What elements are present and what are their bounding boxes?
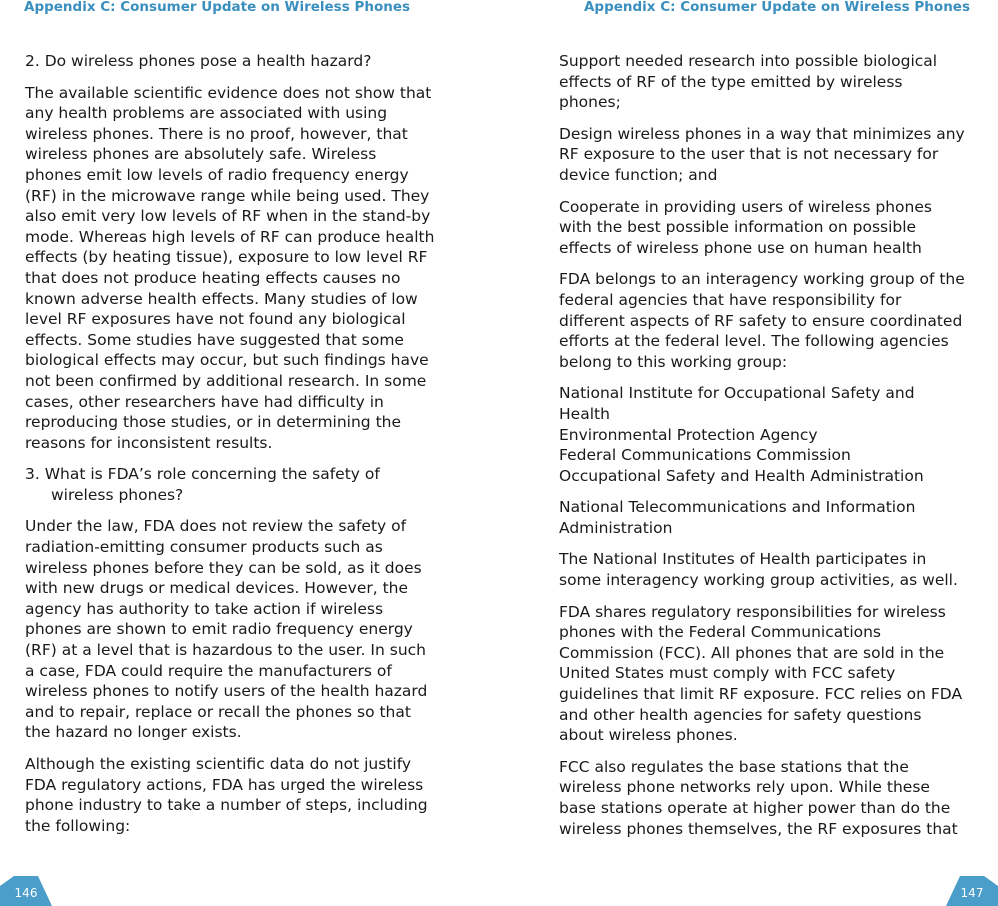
interagency-paragraph: FDA belongs to an interagency working group of the federal agencies that have responsibility for different aspects of RF safety to ensure coordinated efforts at the federal level. The following agencies belong to this working group: — [559, 270, 965, 371]
right-page — [499, 0, 998, 906]
question-2: 2. Do wireless phones pose a health hazard? — [25, 52, 372, 70]
page-number-tab-left — [0, 876, 52, 906]
page-number: 147 — [960, 886, 984, 900]
nih-paragraph: The National Institutes of Health participates in some interagency working group activities, as well. — [559, 550, 958, 590]
ntia-item: National Telecommunications and Information Administration — [559, 498, 916, 537]
step-design-phones: Design wireless phones in a way that minimizes any RF exposure to the user that is not necessary for device function; and — [559, 124, 965, 184]
agency-item: Occupational Safety and Health Administration — [559, 466, 924, 485]
agency-item: Environmental Protection Agency — [559, 425, 818, 444]
left-column — [25, 51, 435, 847]
question-3: 3. What is FDA’s role concerning the safety of wireless phones? — [25, 465, 380, 504]
health-hazard-paragraph: The available scientific evidence does not show that any health problems are associated with using wireless phones. There is no proof, however, that wireless phones are absolutely safe. Wireless phones emit low levels of radio frequency energy (RF) in the microwave range while being used. They also emit very low levels of RF when in the stand-by mode. Whereas high levels of RF can produce health effects (by heating tissue), exposure to low level RF that does not produce heating effects causes no known adverse health effects. Many studies of low level RF exposures have not found any biological effects. Some studies have suggested that some biological effects may occur, but such findings have not been confirmed by additional research. In some cases, other researchers have had difficulty in reproducing those studies, or in determining the reasons for inconsistent results. — [25, 83, 435, 452]
fcc-responsibility-paragraph: FDA shares regulatory responsibilities for wireless phones with the Federal Communications Commission (FCC). All phones that are sold in the United States must comply with FCC safety guidelines that limit RF exposure. FCC relies on FDA and other health agencies for safety questions about wireless phones. — [559, 602, 963, 745]
step-cooperate: Cooperate in providing users of wireless phones with the best possible information on possible effects of wireless phone use on human health — [559, 197, 932, 257]
right-page-header: Appendix C: Consumer Update on Wireless Phones — [583, 0, 970, 15]
fda-role-paragraph: Under the law, FDA does not review the safety of radiation-emitting consumer products such as wireless phones before they can be sold, as it does with new drugs or medical devices. However, the agency has authority to take action if wireless phones are shown to emit radio frequency energy (RF) at a level that is hazardous to the user. In such a case, FDA could require the manufacturers of wireless phones to notify users of the health hazard and to repair, replace or recall the phones so that the hazard no longer exists. — [25, 517, 428, 742]
left-page-header: Appendix C: Consumer Update on Wireless Phones — [24, 0, 411, 15]
agency-item: National Institute for Occupational Safety and Health — [559, 384, 915, 423]
base-stations-paragraph: FCC also regulates the base stations that the wireless phone networks rely upon. While these base stations operate at higher power than do the wireless phones themselves, the RF exposures that — [559, 757, 958, 838]
right-column — [559, 51, 969, 850]
industry-steps-paragraph: Although the existing scientific data do not justify FDA regulatory actions, FDA has urged the wireless phone industry to take a number of steps, including the following: — [25, 755, 428, 835]
agency-list — [559, 383, 969, 486]
step-support-research: Support needed research into possible biological effects of RF of the type emitted by wireless phones; — [559, 52, 938, 112]
page-number-tab-right — [946, 876, 998, 906]
agency-item: Federal Communications Commission — [559, 446, 851, 465]
page-number: 146 — [14, 886, 38, 900]
